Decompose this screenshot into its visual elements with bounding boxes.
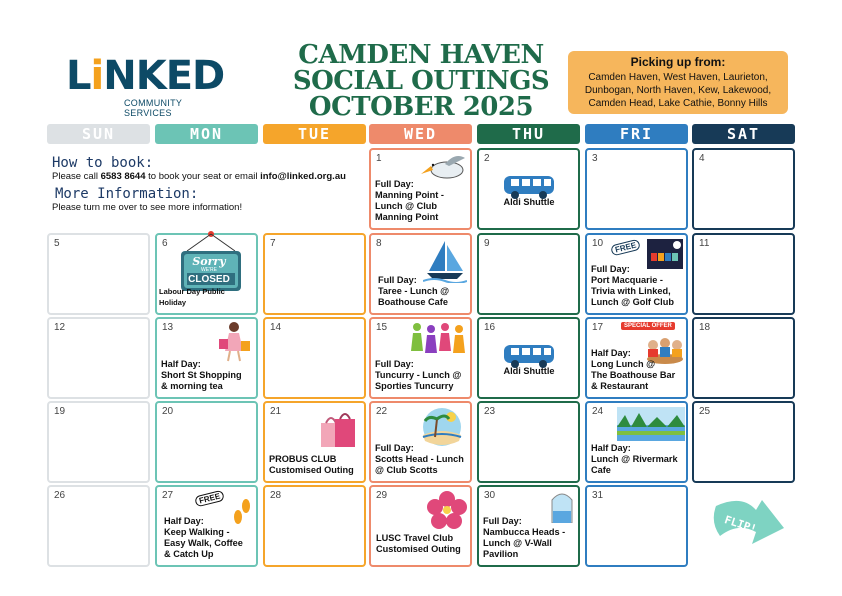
beach-icon bbox=[419, 407, 465, 447]
day-number: 24 bbox=[592, 406, 604, 417]
day-cell-13 bbox=[155, 317, 258, 399]
day-number: 15 bbox=[376, 322, 388, 333]
event-text: LUSC Travel Club Customised Outing bbox=[376, 533, 461, 554]
day-number: 8 bbox=[376, 238, 382, 249]
river-landscape-icon bbox=[617, 407, 685, 441]
day-cell-29 bbox=[369, 485, 472, 567]
event-text: Half Day: Keep Walking - Easy Walk, Coffee & Catch Up bbox=[164, 516, 243, 559]
day-number: 11 bbox=[699, 238, 710, 249]
how-to-book-text: Please call 6583 8644 to book your seat or email info@linked.org.au bbox=[52, 171, 346, 182]
pickup-box bbox=[568, 51, 788, 114]
day-cell-7 bbox=[263, 233, 366, 315]
day-cell-28 bbox=[263, 485, 366, 567]
sign-closed: CLOSED bbox=[188, 274, 230, 285]
day-number: 5 bbox=[54, 238, 60, 249]
event-text: Full Day: Manning Point - Lunch @ Club Manning Point bbox=[375, 179, 444, 222]
header-thu: THU bbox=[477, 124, 580, 144]
event-text: Half Day: Short St Shopping & morning tea bbox=[161, 359, 242, 391]
pickup-heading: Picking up from: bbox=[630, 55, 726, 69]
free-badge: FREE bbox=[194, 490, 225, 508]
how-to-book-heading: How to book: bbox=[52, 155, 154, 171]
logo-letter-i: i bbox=[90, 53, 104, 99]
day-number: 31 bbox=[592, 490, 604, 501]
day-number: 6 bbox=[162, 238, 168, 249]
flip-label: FLIP! bbox=[722, 513, 759, 536]
title-line-2: SOCIAL OUTINGS bbox=[292, 66, 550, 96]
day-number: 23 bbox=[484, 406, 496, 417]
dancers-icon bbox=[409, 321, 469, 359]
day-cell-17 bbox=[585, 317, 688, 399]
free-badge: FREE bbox=[610, 239, 641, 257]
day-cell-6 bbox=[155, 233, 258, 315]
event-text: Labour Day Public Holiday bbox=[159, 287, 225, 307]
special-offer-badge: SPECIAL OFFER bbox=[621, 322, 675, 330]
more-info-heading: More Information: bbox=[55, 186, 199, 202]
day-cell-31 bbox=[585, 485, 688, 567]
logo-wordmark bbox=[66, 53, 226, 99]
logo-letters-nked: NKED bbox=[103, 53, 225, 99]
day-cell-8 bbox=[369, 233, 472, 315]
day-cell-14 bbox=[263, 317, 366, 399]
day-cell-27 bbox=[155, 485, 258, 567]
day-number: 12 bbox=[54, 322, 66, 333]
header-fri: FRI bbox=[585, 124, 688, 144]
event-text: Aldi Shuttle bbox=[503, 366, 555, 376]
day-cell-23 bbox=[477, 401, 580, 483]
day-cell-12 bbox=[47, 317, 150, 399]
day-number: 25 bbox=[699, 406, 711, 417]
day-number: 10 bbox=[592, 238, 604, 249]
event-text: Full Day: Taree - Lunch @ Boathouse Cafe bbox=[378, 275, 450, 307]
logo-subtitle: COMMUNITY SERVICES bbox=[124, 98, 183, 118]
day-number: 16 bbox=[484, 322, 496, 333]
day-cell-4 bbox=[692, 148, 795, 230]
linked-logo bbox=[66, 53, 226, 118]
day-cell-21 bbox=[263, 401, 366, 483]
day-number: 4 bbox=[699, 153, 705, 164]
day-number: 21 bbox=[270, 406, 282, 417]
booking-email[interactable]: info@linked.org.au bbox=[260, 171, 346, 182]
how-to-book bbox=[52, 155, 362, 217]
more-info-text: Please turn me over to see more information! bbox=[52, 202, 243, 213]
sign-sorry: Sorry bbox=[192, 255, 226, 268]
day-cell-2 bbox=[477, 148, 580, 230]
header-wed: WED bbox=[369, 124, 472, 144]
event-text: Full Day: Port Macquarie - Trivia with Linked, Lunch @ Golf Club bbox=[591, 264, 674, 307]
day-number: 14 bbox=[270, 322, 282, 333]
day-number: 30 bbox=[484, 490, 496, 501]
header-tue: TUE bbox=[263, 124, 366, 144]
day-number: 20 bbox=[162, 406, 174, 417]
event-text: Full Day: Tuncurry - Lunch @ Sporties Tuncurry bbox=[375, 359, 462, 391]
pickup-line-1: Camden Haven, West Haven, Laurieton, bbox=[588, 72, 768, 83]
day-number: 29 bbox=[376, 490, 388, 501]
day-number: 18 bbox=[699, 322, 711, 333]
day-cell-26 bbox=[47, 485, 150, 567]
shopping-bags-icon bbox=[317, 409, 359, 451]
day-cell-15 bbox=[369, 317, 472, 399]
day-number: 19 bbox=[54, 406, 66, 417]
event-text: Full Day: Nambucca Heads - Lunch @ V-Wall Pavilion bbox=[483, 516, 566, 559]
day-number: 28 bbox=[270, 490, 282, 501]
day-cell-3 bbox=[585, 148, 688, 230]
sign-were: WE'RE bbox=[201, 267, 217, 273]
event-text: Aldi Shuttle bbox=[503, 197, 555, 207]
header-mon: MON bbox=[155, 124, 258, 144]
logo-letter-l: L bbox=[66, 53, 91, 99]
day-cell-18 bbox=[692, 317, 795, 399]
booking-phone[interactable]: 6583 8644 bbox=[100, 171, 146, 182]
event-text: Half Day: Long Lunch @ The Boathouse Bar & Restaurant bbox=[591, 348, 676, 391]
header-sun: SUN bbox=[47, 124, 150, 144]
day-cell-30 bbox=[477, 485, 580, 567]
day-number: 13 bbox=[162, 322, 174, 333]
day-number: 9 bbox=[484, 238, 490, 249]
day-number: 2 bbox=[484, 153, 490, 164]
title-line-3: OCTOBER 2025 bbox=[308, 92, 534, 122]
day-cell-1 bbox=[369, 148, 472, 230]
title-line-1: CAMDEN HAVEN bbox=[298, 40, 544, 70]
day-cell-22 bbox=[369, 401, 472, 483]
event-text: Half Day: Lunch @ Rivermark Cafe bbox=[591, 443, 678, 475]
pickup-line-3: Camden Head, Lake Cathie, Bonny Hills bbox=[588, 98, 768, 109]
day-cell-25 bbox=[692, 401, 795, 483]
day-cell-5 bbox=[47, 233, 150, 315]
event-text: PROBUS CLUB Customised Outing bbox=[269, 454, 354, 475]
day-number: 17 bbox=[592, 322, 604, 333]
day-number: 1 bbox=[376, 153, 382, 164]
event-text: Full Day: Scotts Head - Lunch @ Club Scotts bbox=[375, 443, 464, 475]
day-cell-11 bbox=[692, 233, 795, 315]
day-number: 22 bbox=[376, 406, 388, 417]
day-number: 3 bbox=[592, 153, 598, 164]
day-cell-19 bbox=[47, 401, 150, 483]
day-cell-24 bbox=[585, 401, 688, 483]
flip-arrow[interactable] bbox=[712, 492, 786, 556]
page-title bbox=[286, 42, 556, 120]
day-number: 7 bbox=[270, 238, 276, 249]
day-number: 26 bbox=[54, 490, 66, 501]
day-number: 27 bbox=[162, 490, 174, 501]
day-cell-9 bbox=[477, 233, 580, 315]
day-cell-16 bbox=[477, 317, 580, 399]
pickup-line-2: Dunbogan, North Haven, Kew, Lakewood, bbox=[584, 85, 772, 96]
header-sat: SAT bbox=[692, 124, 795, 144]
day-cell-20 bbox=[155, 401, 258, 483]
day-cell-10 bbox=[585, 233, 688, 315]
hibiscus-flower-icon bbox=[427, 491, 467, 529]
shopper-icon bbox=[217, 321, 251, 363]
